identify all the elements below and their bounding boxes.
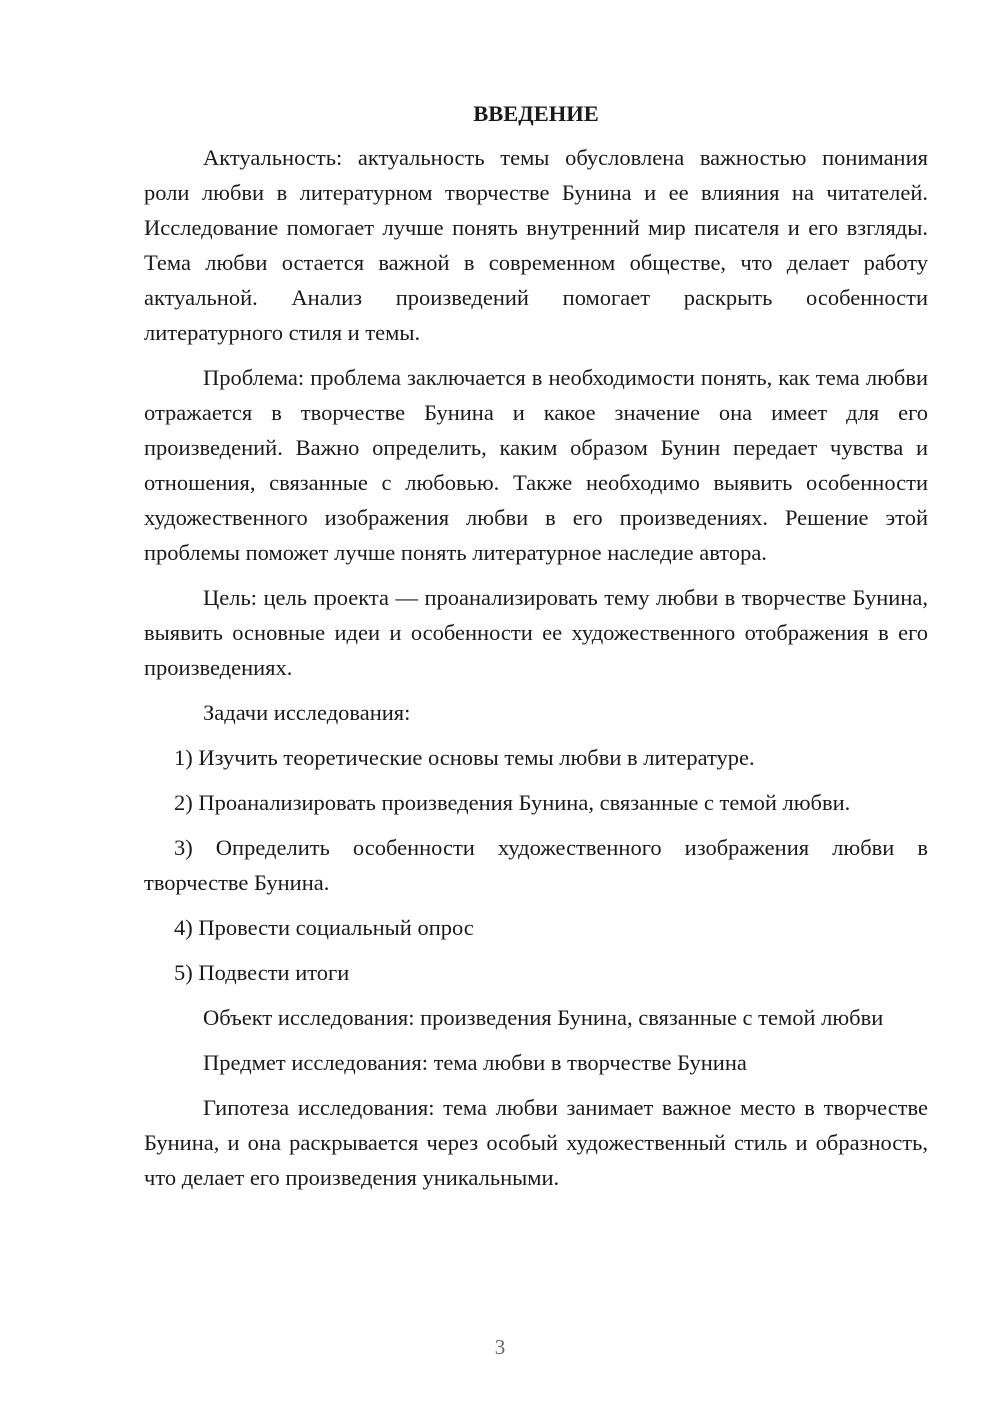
tasks-heading: Задачи исследования: (203, 700, 411, 725)
goal-paragraph: Цель: цель проекта — проанализировать тему любви в творчестве Бунина, выявить основные идеи и особенности ее художественного отображения в его произведениях. (144, 585, 928, 680)
page-body (144, 96, 928, 1205)
hypothesis-paragraph: Гипотеза исследования: тема любви занимает важное место в творчестве Бунина, и она раскрывается через особый художественный стиль и образность, что делает его произведения уникальными. (144, 1095, 928, 1190)
task-item-1: 1) Изучить теоретические основы темы любви в литературе. (174, 745, 755, 770)
task-item-2: 2) Проанализировать произведения Бунина, связанные с темой любви. (174, 790, 851, 815)
section-title: ВВЕДЕНИЕ (473, 101, 599, 126)
task-item-3: 3) Определить особенности художественного изображения любви в творчестве Бунина. (144, 835, 928, 895)
problem-paragraph: Проблема: проблема заключается в необходимости понять, как тема любви отражается в творчестве Бунина и какое значение она имеет для его произведений. Важно определить, каким образом Бунин передает чувства и отношения, связанные с любовью. Также необходимо выявить особенности художественного изображения любви в его произведениях. Решение этой проблемы поможет лучше понять литературное наследие автора. (144, 365, 928, 565)
object-paragraph: Объект исследования: произведения Бунина, связанные с темой любви (203, 1005, 884, 1030)
relevance-paragraph: Актуальность: актуальность темы обусловлена важностью понимания роли любви в литературном творчестве Бунина и ее влияния на читателей. Исследование помогает лучше понять внутренний мир писателя и его взгляды. Тема любви остается важной в современном обществе, что делает работу актуальной. Анализ произведений помогает раскрыть особенности литературного стиля и темы. (144, 145, 928, 345)
task-item-5: 5) Подвести итоги (174, 960, 350, 985)
task-item-4: 4) Провести социальный опрос (174, 915, 474, 940)
page-number: 3 (494, 1335, 506, 1359)
subject-paragraph: Предмет исследования: тема любви в творчестве Бунина (203, 1050, 747, 1075)
